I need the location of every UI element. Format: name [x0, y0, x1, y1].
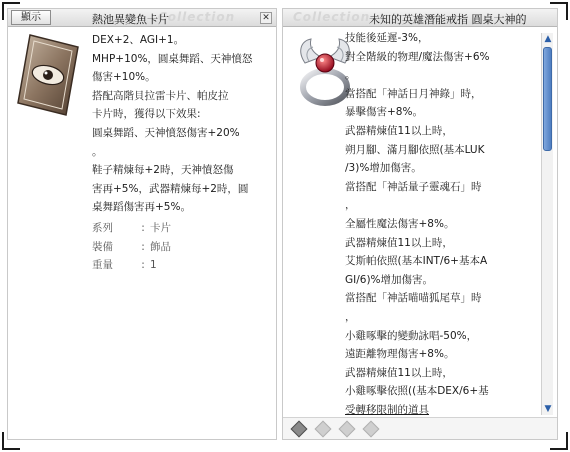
property-value: 1 [150, 259, 157, 272]
eye-card-icon [16, 33, 80, 117]
desc-line: 武器精煉值11以上時， [345, 124, 453, 137]
desc-line: ， [345, 199, 356, 212]
desc-line: 暴擊傷害+8%。 [345, 106, 423, 119]
desc-line: 當搭配「神話量子靈魂石」時 [345, 180, 482, 193]
desc-line: 小雞啄擊的變動詠唱-50%， [345, 329, 478, 342]
screenshot-frame [2, 2, 568, 450]
desc-line: 當搭配「神話日月神錄」時， [345, 87, 482, 100]
crop-mark [2, 2, 20, 4]
card-title: 熱池異變魚卡片 [92, 13, 169, 26]
property-value: 卡片 [150, 222, 171, 234]
property-row [92, 256, 171, 275]
crop-mark [566, 432, 568, 450]
desc-line: 朔月腳、滿月腳依照(基本LUK [345, 143, 485, 156]
desc-line: 桌舞蹈傷害再+5%。 [92, 201, 191, 214]
card-slot-icon[interactable] [339, 421, 356, 438]
desc-line: 武器精煉值11以上時， [345, 366, 453, 379]
property-row [92, 219, 171, 238]
description-scrollbar[interactable] [541, 33, 553, 415]
card-description [92, 31, 252, 217]
collection-watermark: Collection [158, 10, 236, 24]
desc-line: DEX+2、AGI+1。 [92, 34, 185, 46]
desc-line: 技能後延遲-3%， [345, 32, 429, 44]
view-button[interactable]: 顯示 [11, 10, 51, 25]
ring-info-window [282, 8, 558, 440]
trade-restriction-label: 受轉移限制的道具 [345, 403, 429, 416]
desc-line: /3)%增加傷害。 [345, 162, 422, 175]
desc-line: 艾斯帕依照(基本INT/6+基本A [345, 255, 488, 268]
scroll-thumb[interactable] [543, 47, 552, 151]
property-separator: : [141, 240, 145, 253]
desc-line: 。 [92, 145, 103, 158]
card-slot-icon[interactable] [363, 421, 380, 438]
card-slots-bar [283, 417, 557, 439]
property-value: 飾品 [150, 240, 171, 253]
desc-line: 卡片時，獲得以下效果: [92, 108, 201, 121]
ring-title: 未知的英雄潛能戒指 圓桌大神的 [369, 13, 527, 26]
arrow-up-icon[interactable]: ▲ [544, 34, 552, 44]
desc-line: 對全階級的物理/魔法傷害+6% [345, 50, 490, 63]
desc-line: GI/6)%增加傷害。 [345, 273, 434, 286]
card-slot-icon[interactable] [315, 421, 332, 438]
desc-line: MHP+10%，圓桌舞蹈、天神憤怒 [92, 52, 253, 65]
crop-mark [2, 432, 4, 450]
card-slot-icon[interactable] [291, 421, 308, 438]
ring-description [345, 29, 490, 419]
card-window-titlebar[interactable] [8, 9, 276, 27]
ring-window-titlebar[interactable] [283, 9, 557, 27]
property-separator: : [141, 259, 145, 272]
property-key: 重量 [92, 259, 113, 272]
desc-line: 。 [345, 69, 356, 82]
desc-line: 搭配高階貝拉雷卡片、帕皮拉 [92, 89, 229, 102]
property-row [92, 238, 171, 257]
desc-line: 遠距離物理傷害+8%。 [345, 348, 455, 361]
crop-mark [2, 2, 4, 20]
crop-mark [2, 448, 20, 450]
desc-line: 小雞啄擊依照((基本DEX/6+基 [345, 385, 489, 398]
desc-line: 害再+5%，武器精煉每+2時，圓 [92, 182, 249, 195]
desc-line: 圓桌舞蹈、天神憤怒傷害+20% [92, 126, 240, 139]
desc-line: 當搭配「神話喵喵狐尾草」時 [345, 292, 482, 305]
property-key: 裝備 [92, 240, 113, 253]
arrow-down-icon[interactable]: ▼ [544, 404, 552, 414]
card-properties [92, 219, 171, 275]
crop-mark [566, 2, 568, 20]
desc-line: 全屬性魔法傷害+8%。 [345, 217, 455, 230]
property-separator: : [141, 222, 145, 234]
close-icon[interactable]: ✕ [260, 12, 272, 24]
collection-watermark: Collection [293, 10, 371, 24]
property-key: 系列 [92, 222, 113, 234]
desc-line: 鞋子精煉每+2時，天神憤怒傷 [92, 164, 234, 177]
desc-line: 傷害+10%。 [92, 71, 156, 84]
desc-line: ， [345, 310, 356, 323]
desc-line: 武器精煉值11以上時， [345, 236, 453, 249]
card-info-window [7, 8, 277, 440]
